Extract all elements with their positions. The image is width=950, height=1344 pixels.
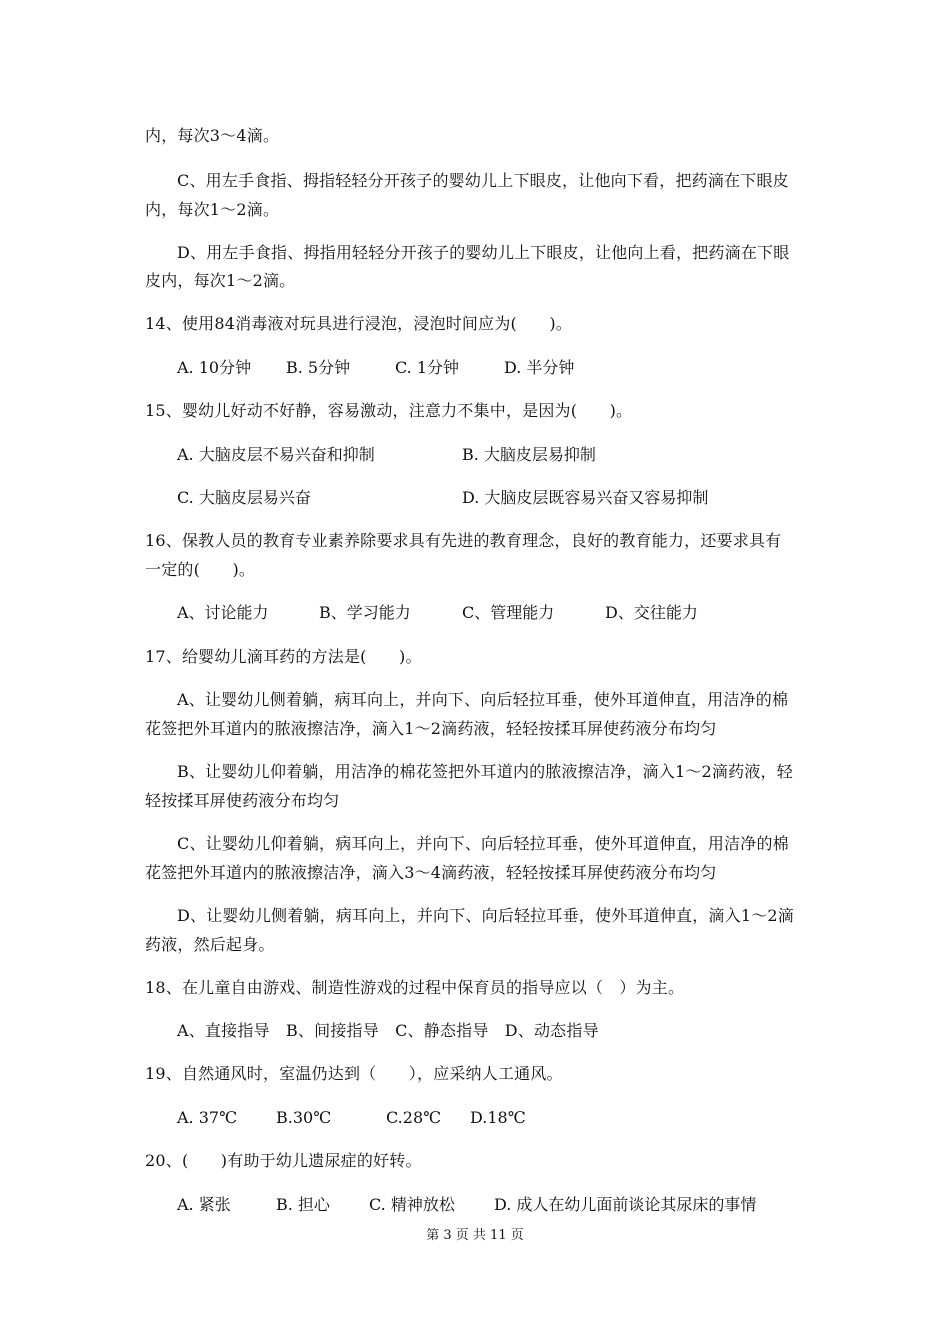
q17-option-c-line1: C、让婴幼儿仰着躺，病耳向上，并向下、向后轻拉耳垂，使外耳道伸直，用洁净的棉 <box>177 834 789 853</box>
q16-stem-line1: 16、保教人员的教育专业素养除要求具有先进的教育理念，良好的教育能力，还要求具有 <box>145 531 782 550</box>
q16-option-b: B、学习能力 <box>319 603 411 622</box>
q19-option-d: D.18℃ <box>470 1108 526 1127</box>
q15-stem: 15、婴幼儿好动不好静，容易激动，注意力不集中，是因为( )。 <box>145 401 633 420</box>
q17-option-d-line2: 药液，然后起身。 <box>145 935 275 954</box>
q16-option-d: D、交往能力 <box>605 603 698 622</box>
q15-option-d: D. 大脑皮层既容易兴奋又容易抑制 <box>462 488 709 507</box>
q16-option-c: C、管理能力 <box>462 603 555 622</box>
q13-b-tail: 内，每次3～4滴。 <box>145 126 280 145</box>
q17-option-a-line2: 花签把外耳道内的脓液擦洁净，滴入1～2滴药液，轻轻按揉耳屏使药液分布均匀 <box>145 719 717 738</box>
q17-option-b-line1: B、让婴幼儿仰着躺，用洁净的棉花签把外耳道内的脓液擦洁净，滴入1～2滴药液，轻 <box>177 762 793 781</box>
q14-option-b: B. 5分钟 <box>286 358 351 377</box>
q16-option-a: A、讨论能力 <box>177 603 269 622</box>
q19-stem: 19、自然通风时，室温仍达到（ ），应采纳人工通风。 <box>145 1064 563 1083</box>
q17-option-c-line2: 花签把外耳道内的脓液擦洁净，滴入3～4滴药液，轻轻按揉耳屏使药液分布均匀 <box>145 863 717 882</box>
q13-option-c-line1: C、用左手食指、拇指轻轻分开孩子的婴幼儿上下眼皮，让他向下看，把药滴在下眼皮 <box>177 171 789 190</box>
q17-stem: 17、给婴幼儿滴耳药的方法是( )。 <box>145 647 422 666</box>
q14-option-c: C. 1分钟 <box>395 358 460 377</box>
q15-option-c: C. 大脑皮层易兴奋 <box>177 488 311 507</box>
q17-option-a-line1: A、让婴幼儿侧着躺，病耳向上，并向下、向后轻拉耳垂，使外耳道伸直，用洁净的棉 <box>177 690 789 709</box>
q20-stem: 20、( )有助于幼儿遗尿症的好转。 <box>145 1151 422 1170</box>
q13-option-d-line1: D、用左手食指、拇指用轻轻分开孩子的婴幼儿上下眼皮，让他向上看，把药滴在下眼 <box>177 243 790 262</box>
q18-stem: 18、在儿童自由游戏、制造性游戏的过程中保育员的指导应以（ ）为主。 <box>145 978 685 997</box>
q20-option-c: C. 精神放松 <box>369 1195 455 1214</box>
q17-option-d-line1: D、让婴幼儿侧着躺，病耳向上，并向下、向后轻拉耳垂，使外耳道伸直，滴入1～2滴 <box>177 906 794 925</box>
q18-options: A、直接指导 B、间接指导 C、静态指导 D、动态指导 <box>177 1021 599 1040</box>
q14-option-a: A. 10分钟 <box>177 358 252 377</box>
q20-option-d: D. 成人在幼儿面前谈论其尿床的事情 <box>494 1195 757 1214</box>
q19-option-b: B.30℃ <box>276 1108 332 1127</box>
page-footer: 第 3 页 共 11 页 <box>426 1228 524 1243</box>
q15-option-b: B. 大脑皮层易抑制 <box>462 445 596 464</box>
q19-option-a: A. 37℃ <box>177 1108 237 1127</box>
q14-option-d: D. 半分钟 <box>504 358 575 377</box>
q20-option-a: A. 紧张 <box>177 1195 231 1214</box>
q13-option-d-line2: 皮内，每次1～2滴。 <box>145 271 296 290</box>
q13-option-c-line2: 内，每次1～2滴。 <box>145 200 280 219</box>
q17-option-b-line2: 轻按揉耳屏使药液分布均匀 <box>145 791 340 810</box>
q15-option-a: A. 大脑皮层不易兴奋和抑制 <box>177 445 375 464</box>
q19-option-c: C.28℃ <box>386 1108 442 1127</box>
q16-stem-line2: 一定的( )。 <box>145 560 256 579</box>
q14-stem: 14、使用84消毒液对玩具进行浸泡，浸泡时间应为( )。 <box>145 314 573 333</box>
q20-option-b: B. 担心 <box>276 1195 330 1214</box>
